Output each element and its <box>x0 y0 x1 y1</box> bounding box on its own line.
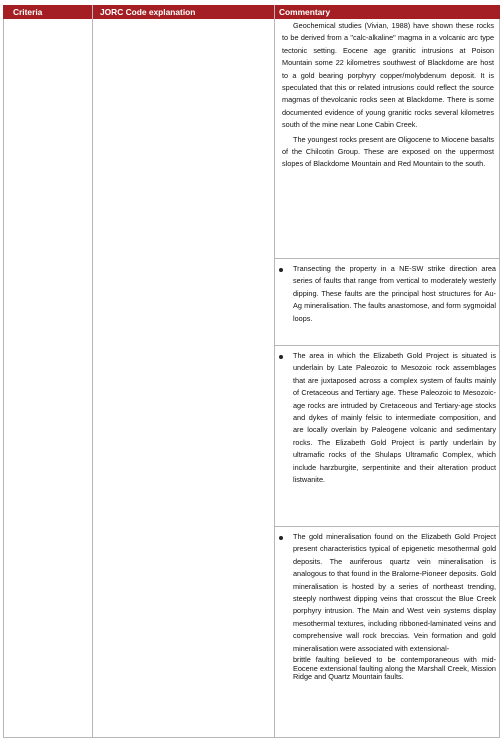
commentary-paragraph-geochemical: Geochemical studies (Vivian, 1988) have shown these rocks to be derived from a "calc-alkaline" magma in a volcanic arc type tectonic setting. Eocene age granitic intrusions at Poison Mountain some 22 kilometres southwest of Blackdome are host to a gold bearing porphyry copper/molybdenum deposit. It is speculated that this or related intrusions could reflect the source magmas of thevolcanic rocks seen at Blackdome. There is some documented evidence of young granitic rocks several kilometres south of the mine near Lone Cabin Creek. <box>282 21 494 130</box>
commentary-item-mineralisation <box>293 531 496 682</box>
bullet-icon <box>279 268 283 272</box>
commentary-paragraph-youngest-rocks: The youngest rocks present are Oligocene to Miocene basalts of the Chilcotin Group. These are exposed on the uppermost slopes of Blackdome Mountain and Red Mountain to the south. <box>282 134 494 169</box>
row-divider <box>275 345 500 346</box>
header-jorc-code-explanation: JORC Code explanation <box>100 7 196 17</box>
bullet-icon <box>279 355 283 359</box>
bullet-icon <box>279 536 283 540</box>
commentary-bullet-text: Transecting the property in a NE-SW strike direction area series of faults that range from vertical to moderately westerly dipping. These faults are the principal host structures for Au- Ag mineralisation. The faults anastomose, and form sygmoidal loops. <box>293 264 496 323</box>
column-divider-2 <box>274 5 275 738</box>
commentary-intro <box>282 20 494 171</box>
commentary-bullet-text: The gold mineralisation found on the Elizabeth Gold Project present characteristics typical of epigenetic mesothermal gold deposits. The auriferous quartz vein mineralisation is analogous to that found in the Bralorne-Pioneer deposits. Gold mineralisation is hosted by a series of northeast trending, steeply northwest dipping veins that crosscut the Blue Creek porphyry intrusion. The Main and West vein systems display mesothermal textures, including ribboned-laminated veins and comprehensive wall rock breccias. Vein formation and gold mineralisation were associated with extensional- <box>293 532 496 653</box>
header-commentary: Commentary <box>279 7 331 17</box>
commentary-item-faults <box>293 263 496 325</box>
row-divider <box>275 526 500 527</box>
commentary-bullet-continuation: brittle faulting believed to be contemporaneous with mid-Eocene extensional faulting along the Marshall Creek, Mission Ridge and Quartz Mountain faults. <box>293 655 496 682</box>
commentary-item-regional-geology <box>293 350 496 486</box>
column-divider-1 <box>92 5 93 738</box>
row-divider <box>275 258 500 259</box>
header-criteria: Criteria <box>13 7 43 17</box>
table-header-row <box>3 5 500 19</box>
commentary-bullet-text: The area in which the Elizabeth Gold Project is situated is underlain by Late Paleozoic to Mesozoic rock assemblages that are juxtaposed across a complex system of faults mainly of Cretaceous and Tertiary age. These Paleozoic to Mesozoic-age rocks are intruded by Cretaceous and Tertiary-age stocks and dykes of mainly felsic to intermediate composition, and are locally overlain by Paleogene volcanic and sedimentary rocks. The Elizabeth Gold Project is partly underlain by ultramafic rocks of the Shulaps Ultramafic Complex, which include harzburgite, serpentinite and their alteration product listwanite. <box>293 351 496 485</box>
